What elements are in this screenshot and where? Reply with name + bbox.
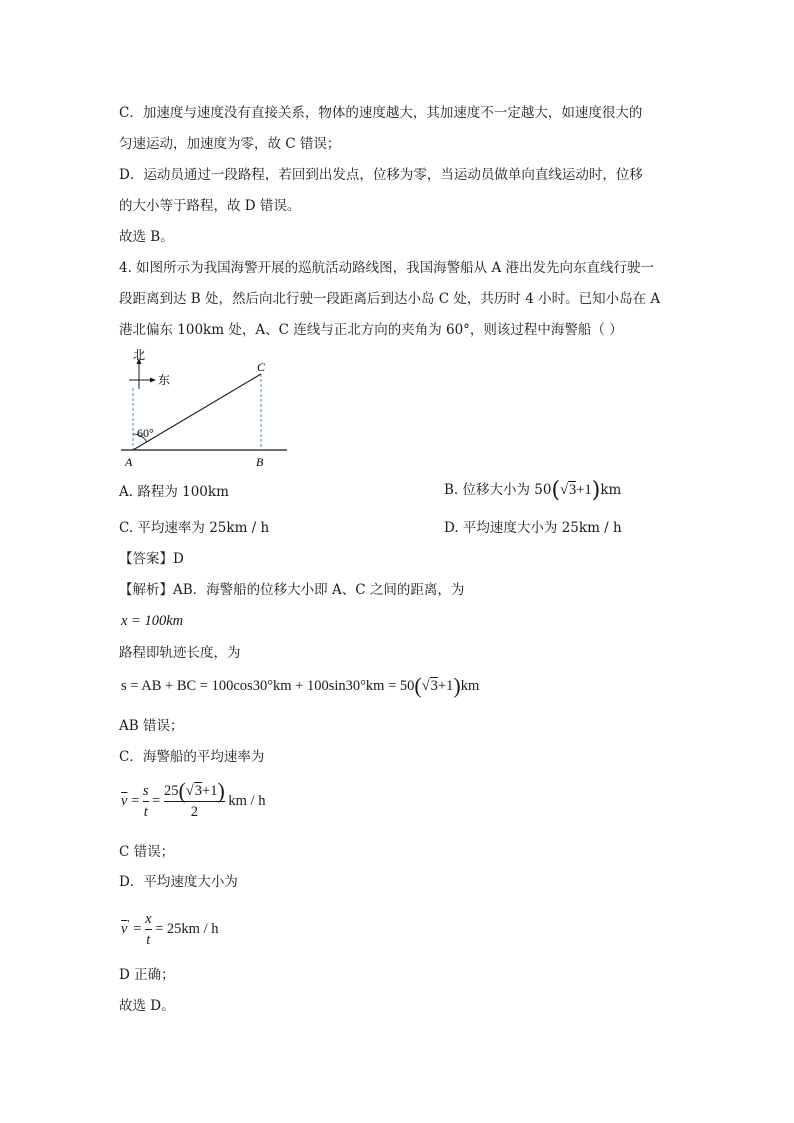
eq4-frac	[145, 911, 151, 948]
analysis-choose-d: 故选 D。	[119, 998, 175, 1014]
equation-path-plus: +1	[437, 678, 454, 694]
answer-value: D	[173, 551, 184, 567]
north-label: 北	[133, 348, 146, 362]
right-paren: )	[591, 478, 601, 503]
analysis-d-right: D 正确；	[119, 967, 175, 983]
paragraph-d-line2: 的大小等于路程，故 D 错误。	[119, 198, 301, 214]
equation-path-left: s = AB + BC = 100cos30°km + 100sin30°km = 50	[121, 678, 415, 694]
analysis-c-wrong: C 错误；	[119, 844, 175, 860]
analysis-label: 【解析】	[119, 582, 173, 598]
option-b-prefix: B. 位移大小为 50	[444, 482, 552, 498]
analysis-path-text: 路程即轨迹长度，为	[119, 645, 241, 661]
analysis-c-text: C．海警船的平均速率为	[119, 749, 265, 765]
east-arrow-icon	[150, 378, 156, 383]
option-c: C. 平均速率为 25km / h	[119, 520, 270, 536]
eq3-equals-1: =	[131, 792, 143, 809]
left-paren: (	[414, 673, 422, 698]
equation-average-velocity	[121, 911, 219, 948]
point-b-label: B	[256, 455, 264, 469]
angle-label: 60°	[137, 426, 154, 440]
eq3-plus: +1	[202, 783, 218, 799]
analysis-intro-line	[119, 581, 464, 599]
sqrt-symbol: √	[185, 783, 194, 799]
analysis-intro: AB．海警船的位移大小即 A、C 之间的距离，为	[173, 582, 465, 598]
sqrt-symbol: √	[421, 678, 430, 694]
point-c-label: C	[257, 360, 266, 374]
option-b-sqrt: 3	[569, 482, 577, 498]
frac-bar	[145, 929, 151, 930]
analysis-d-text: D．平均速度大小为	[119, 874, 238, 890]
option-b	[444, 478, 622, 503]
equation-path-unit: km	[460, 678, 480, 694]
option-d: D. 平均速度大小为 25km / h	[444, 520, 622, 536]
equation-path-sqrt: 3	[430, 678, 438, 694]
route-diagram	[115, 348, 295, 473]
eq3-t: t	[143, 804, 148, 820]
equation-average-speed	[121, 778, 266, 820]
question-line3: 港北偏东 100km 处，A、C 连线与正北方向的夹角为 60°，则该过程中海警船（ ）	[119, 322, 623, 338]
eq3-sqrt: 3	[194, 783, 203, 799]
option-b-unit: km	[600, 482, 622, 498]
eq3-v: $\overline{v}$	[121, 792, 128, 809]
eq4-result: = 25km / h	[155, 920, 219, 937]
answer-label: 【答案】	[119, 551, 173, 567]
eq4-v: $\overline{v}$	[121, 920, 128, 937]
eq4-t: t	[146, 932, 151, 948]
right-paren: )	[217, 778, 225, 803]
paragraph-c-line1: C．加速度与速度没有直接关系，物体的速度越大，其加速度不一定越大，如速度很大的	[119, 105, 643, 121]
paragraph-choose-b: 故选 B。	[119, 229, 174, 245]
eq4-x: x	[145, 911, 152, 927]
frac-bar	[164, 801, 225, 802]
equation-displacement: x = 100km	[121, 613, 184, 629]
east-label: 东	[158, 373, 171, 387]
option-a: A. 路程为 100km	[119, 484, 229, 500]
equation-path	[121, 673, 480, 698]
eq3-s: s	[142, 783, 149, 799]
eq4-equals: =	[133, 920, 146, 937]
eq3-numerator	[163, 778, 225, 803]
sqrt-symbol: √	[560, 482, 569, 498]
eq3-equals-2: =	[152, 792, 164, 809]
prime-mark: ′	[127, 918, 130, 930]
right-paren: )	[453, 673, 461, 698]
eq3-frac-st	[143, 783, 149, 820]
eq3-num-prefix: 25	[163, 783, 179, 799]
eq3-unit: km / h	[228, 792, 266, 809]
analysis-ab-wrong: AB 错误；	[119, 718, 184, 734]
question-line1: 4. 如图所示为我国海警开展的巡航活动路线图，我国海警船从 A 港出发先向东直线行驶一	[119, 260, 655, 276]
answer-line	[119, 550, 184, 568]
option-b-plus: +1	[576, 482, 592, 498]
left-paren: (	[178, 778, 186, 803]
eq3-den: 2	[190, 804, 198, 820]
left-paren: (	[551, 478, 561, 503]
paragraph-d-line1: D．运动员通过一段路程，若回到出发点，位移为零，当运动员做单向直线运动时，位移	[119, 167, 643, 183]
point-a-label: A	[125, 455, 133, 469]
question-line2: 段距离到达 B 处，然后向北行驶一段距离后到达小岛 C 处，共历时 4 小时。已知小岛在 A	[119, 291, 661, 307]
frac-bar	[143, 801, 149, 802]
eq3-frac-result	[163, 778, 225, 820]
paragraph-c-line2: 匀速运动，加速度为零，故 C 错误；	[119, 136, 341, 152]
